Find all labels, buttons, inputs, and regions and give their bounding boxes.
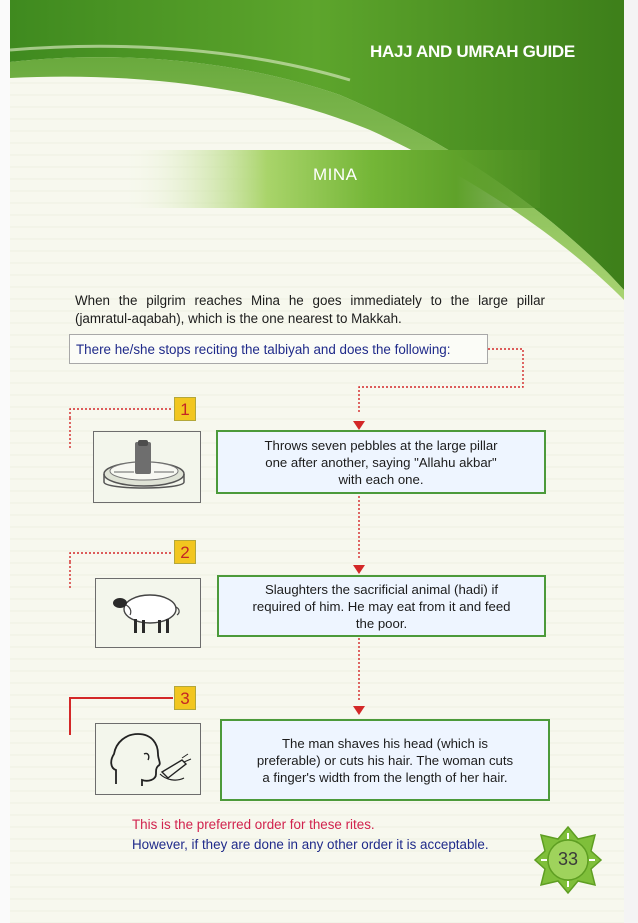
step-3-picture <box>95 723 201 795</box>
sheep-icon <box>96 579 200 647</box>
arrow-down-icon <box>353 565 365 574</box>
pillar-icon <box>94 432 200 502</box>
guide-title: HAJJ AND UMRAH GUIDE <box>370 42 575 61</box>
step-3-text: The man shaves his head (which is preferable) or cuts his hair. The woman cuts a finger's width from the length of her hair. <box>256 735 514 785</box>
arrow-down-icon <box>353 706 365 715</box>
intro-paragraph: When the pilgrim reaches Mina he goes immediately to the large pillar (jamratul-aqabah), which is the one nearest to Makkah. <box>75 293 545 326</box>
note-line-2: However, if they are done in any other order it is acceptable. <box>132 837 489 852</box>
head-shaving-icon <box>96 724 200 794</box>
step-1-box <box>216 430 546 494</box>
page-number-emblem <box>533 825 603 895</box>
step-number-3: 3 <box>174 686 196 710</box>
step-2-text: Slaughters the sacrificial animal (hadi) if required of him. He may eat from it and feed the poor. <box>252 581 511 631</box>
arrow-down-icon <box>353 421 365 430</box>
step-1-text: Throws seven pebbles at the large pillar one after another, saying "Allahu akbar" with each one. <box>264 437 498 487</box>
step-3-box <box>220 719 550 801</box>
page-number: 33 <box>557 849 579 869</box>
lead-text: There he/she stops reciting the talbiyah and does the following: <box>76 342 451 357</box>
note-line-1: This is the preferred order for these rites. <box>132 817 375 832</box>
step-number-1: 1 <box>174 397 196 421</box>
step-number-2: 2 <box>174 540 196 564</box>
section-title: MINA <box>313 165 358 184</box>
order-note <box>132 815 489 855</box>
step-2-picture <box>95 578 201 648</box>
step-2-box <box>217 575 546 637</box>
step-1-picture <box>93 431 201 503</box>
